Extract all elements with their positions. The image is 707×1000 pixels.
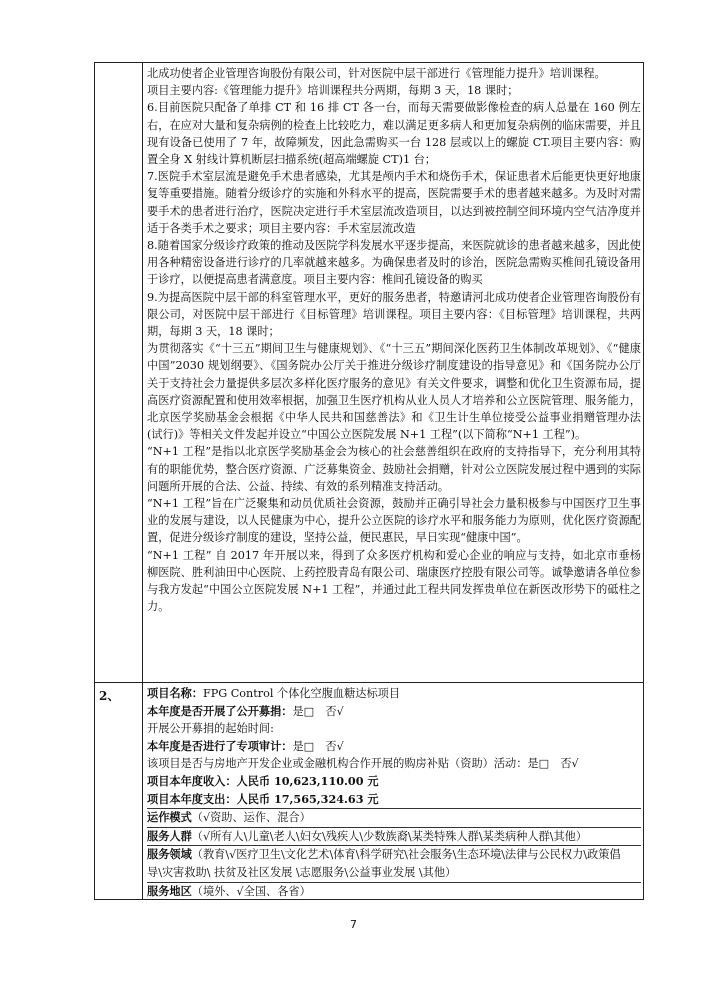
service-population-row [147, 828, 641, 847]
service-population-label: 服务人群 [147, 828, 192, 843]
paragraph: 北成功使者企业管理咨询股份有限公司，针对医院中层干部进行《管理能力提升》培训课程。 [147, 67, 606, 80]
paragraph: “N+1 工程”是指以北京医学奖励基金会为核心的社会慈善组织在政府的支持指导下，充分利用其特有的职能优势，整合医疗资源、广泛募集资金、鼓励社会捐赠，针对公立医院发展过程中遇到的实际问题所开展的合法、公益、持续、有效的系列精准支持活动。 [147, 445, 641, 493]
service-area-value: （境外、√全国、各省） [191, 884, 311, 898]
page-number: 7 [350, 918, 357, 931]
realty-subsidy-row: 该项目是否与房地产开发企业或金融机构合作开展的购房补贴（资助）活动：是□ 否√ [147, 757, 579, 771]
paragraph: “N+1 工程”旨在广泛聚集和动员优质社会资源，鼓励并正确引导社会力量积极参与中国医疗卫生事业的发展与建设，以人民健康为中心，提升公立医院的诊疗水平和服务能力为原则，优化医疗资源配置，促进分级诊疗制度的建设，坚持公益，便民惠民，早日实现“健康中国”。 [147, 497, 641, 545]
project-description [147, 65, 641, 616]
paragraph: 9.为提高医院中层干部的科室管理水平，更好的服务患者，特邀请河北成功使者企业管理咨询股份有限公司，对医院中层干部进行《目标管理》培训课程。项目主要内容：《目标管理》培训课程，共两期，每期 3 天，18 课时； [147, 290, 641, 339]
row-divider [95, 682, 643, 683]
operation-mode-row [147, 809, 641, 828]
project-name-row [147, 685, 641, 703]
paragraph: 6.目前医院只配备了单排 CT 和 16 排 CT 各一台，而每天需要做影像检查的病人总量在 160 例左右，在应对大量和复杂病例的检查上比较吃力，难以满足更多病人和更加复杂病例的临床需要，并且现有设备已使用了 7 年，故障频发，因此急需购买一台 128 层或以上的螺旋 CT.项目主要内容：购置全身 X 射线计算机断层扫描系统(超高端螺旋 CT)1 台； [147, 101, 641, 167]
audit-row [147, 738, 641, 756]
paragraph: 项目主要内容:《管理能力提升》培训课程共分两期，每期 3 天，18 课时； [147, 84, 519, 98]
service-area-row [147, 883, 641, 901]
item-number: 2、 [99, 689, 120, 703]
service-area-label: 服务地区 [147, 883, 192, 898]
paragraph: 8.随着国家分级诊疗政策的推动及医院学科发展水平逐步提高，来医院就诊的患者越来越多，因此使用各种精密设备进行诊疗的几率就越来越多。为确保患者及时的诊治，医院急需购买椎间孔镜设备用于诊疗，以便提高患者满意度。项目主要内容：椎间孔镜设备的购买 [147, 239, 641, 287]
project-2-details [147, 685, 641, 900]
column-divider [142, 63, 143, 899]
service-field-label: 服务领域 [147, 847, 192, 862]
service-population-value: （√所有人\儿童\老人\妇女\残疾人\少数族裔\某类特殊人群\某类病种人群\其他） [191, 829, 588, 843]
service-field-row-cont: 导\灾害救助\ 扶贫及社区发展 \志愿服务\公益事业发展 \其他） [147, 864, 641, 883]
fundraising-start-row: 开展公开募捐的起始时间: [147, 722, 274, 736]
paragraph: 7.医院手术室层流是避免手术患者感染，尤其是颅内手术和烧伤手术，保证患者术后能更快更好地康复等重要措施。随着分级诊疗的实施和外科水平的提高，医院需要手术的患者越来越多。为及时对需要手术的患者进行治疗，医院决定进行手术室层流改造项目，以达到被控制空间环境内空气洁净度并适于各类手术之要求；项目主要内容：手术室层流改造 [147, 170, 641, 235]
operation-mode-label: 运作模式 [147, 810, 192, 825]
public-fundraising-value: 是□ 否√ [292, 704, 344, 718]
audit-label: 本年度是否进行了专项审计： [147, 738, 293, 753]
operation-mode-value: （√资助、运作、混合） [191, 811, 311, 825]
public-fundraising-label: 本年度是否开展了公开募捐： [147, 703, 293, 718]
service-field-row [147, 846, 641, 864]
public-fundraising-row [147, 703, 641, 721]
service-field-value: （教育\√医疗卫生\文化艺术\体育\科学研究\社会服务\生态环境\法律与公民权力\政策倡 [191, 848, 621, 862]
project-name-label: 项目名称： [147, 686, 203, 700]
paragraph: 为贯彻落实《“十三五”期间卫生与健康规划》、《“十三五”期间深化医药卫生体制改革规划》、《“健康中国”2030 规划纲要》、《国务院办公厅关于推进分级诊疗制度建设的指导意见》和《国务院办公厅关于支持社会力量提供多层次多样化医疗服务的意见》有关文件要求，调整和优化卫生资源布局，提高医疗资源配置和使用效率根据，加强卫生医疗机构从业人员人才培养和公立医院管理、服务能力，北京医学奖励基金会根据《中华人民共和国慈善法》和《卫生计生单位接受公益事业捐赠管理办法(试行)》等相关文件发起并设立“中国公立医院发展 N+1 工程”(以下简称“N+1 工程”)。 [147, 342, 641, 442]
project-name-value: FPG Control 个体化空腹血糖达标项目 [202, 687, 401, 700]
annual-expense-row: 项目本年度支出：人民币 17,565,324.63 元 [147, 791, 641, 810]
audit-value: 是□ 否√ [292, 739, 344, 753]
annual-income-row: 项目本年度收入：人民币 10,623,110.00 元 [147, 773, 379, 788]
form-table [94, 62, 644, 900]
paragraph: “N+1 工程” 自 2017 年开展以来，得到了众多医疗机构和爱心企业的响应与支持，如北京市垂杨柳医院、胜利油田中心医院、上药控股青岛有限公司、瑞康医疗控股有限公司等。诚挚邀请各单位参与我方发起“中国公立医院发展 N+1 工程”，并通过此工程共同发挥贵单位在新医改形势下的砥柱之力。 [147, 548, 641, 614]
